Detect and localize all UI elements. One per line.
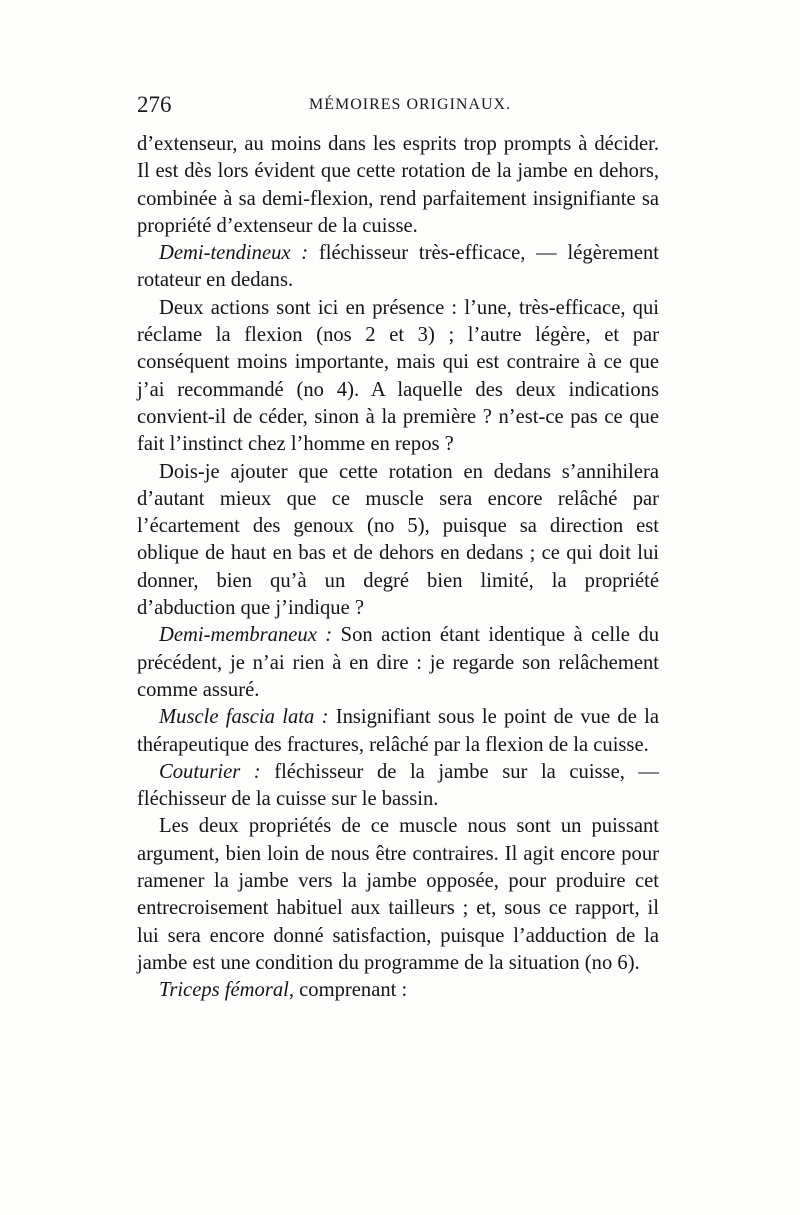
paragraph-p7 — [137, 759, 659, 814]
paragraph-text: Insignifiant sous le point de vue de la thérapeutique des fractures, relâché par la flexion de la cuisse. — [137, 706, 659, 756]
paragraph-text: Son action étant identique à celle du précédent, je n’ai rien à en dire : je regarde son relâchement comme assuré. — [137, 624, 659, 701]
page-number: 276 — [137, 92, 172, 117]
paragraph-p9 — [137, 977, 659, 1004]
italic-term: Demi-membraneux : — [159, 624, 333, 647]
italic-term: Couturier : — [159, 760, 261, 783]
paragraph-text: fléchisseur de la jambe sur la cuisse, — fléchisseur de la cuisse sur le bassin. — [137, 760, 660, 811]
paragraph-p5 — [137, 622, 659, 704]
running-title: MÉMOIRES ORIGINAUX. — [309, 96, 512, 113]
paragraph-text: Les deux propriétés de ce muscle nous sont un puissant argument, bien loin de nous être contraires. Il agit encore pour ramener la jambe vers la jambe opposée, pour produire cet entrecroisement habituel aux tailleurs ; et, sous ce rapport, il lui sera encore donné satisfaction, puisque l’adduction de la jambe est une condition du programme de la situation (no 6). — [137, 815, 659, 974]
paragraph-text: Deux actions sont ici en présence : l’une, très-efficace, qui réclame la flexion (nos 2 et 3) ; l’autre légère, et par conséquent moins importante, mais qui est contraire à ce que j’ai recommandé (no 4). A laquelle des deux indications convient-il de céder, sinon à la première ? n’est-ce pas ce que fait l’instinct chez l’homme en repos ? — [137, 296, 659, 456]
italic-term: Demi-tendineux : — [159, 242, 309, 265]
body-text — [137, 131, 659, 1005]
paragraph-text: fléchisseur très-efficace, — légèrement rotateur en dedans. — [137, 242, 660, 292]
paragraph-p6 — [137, 704, 659, 759]
paragraph-p2 — [137, 240, 659, 295]
paragraph-text: comprenant : — [294, 979, 408, 1002]
paragraph-p1 — [137, 131, 659, 240]
italic-term: Triceps fémoral, — [159, 979, 295, 1002]
paragraph-p3 — [137, 295, 659, 459]
paragraph-p8 — [137, 813, 659, 977]
paragraph-text: Dois-je ajouter que cette rotation en dedans s’annihilera d’autant mieux que ce muscle sera encore relâché par l’écartement des genoux (no 5), puisque sa direction est oblique de haut en bas et de dehors en dedans ; ce qui doit lui donner, bien qu’à un degré bien limité, la propriété d’abduction que j’indique ? — [137, 460, 659, 620]
paragraph-p4 — [137, 459, 659, 623]
italic-term: Muscle fascia lata : — [159, 706, 329, 729]
page-header — [137, 92, 657, 124]
paragraph-text: d’extenseur, au moins dans les esprits trop prompts à décider. Il est dès lors évident que cette rotation de la jambe en dehors, combinée à sa demi-flexion, rend parfaitement insignifiante sa propriété d’extenseur de la cuisse. — [137, 133, 659, 237]
